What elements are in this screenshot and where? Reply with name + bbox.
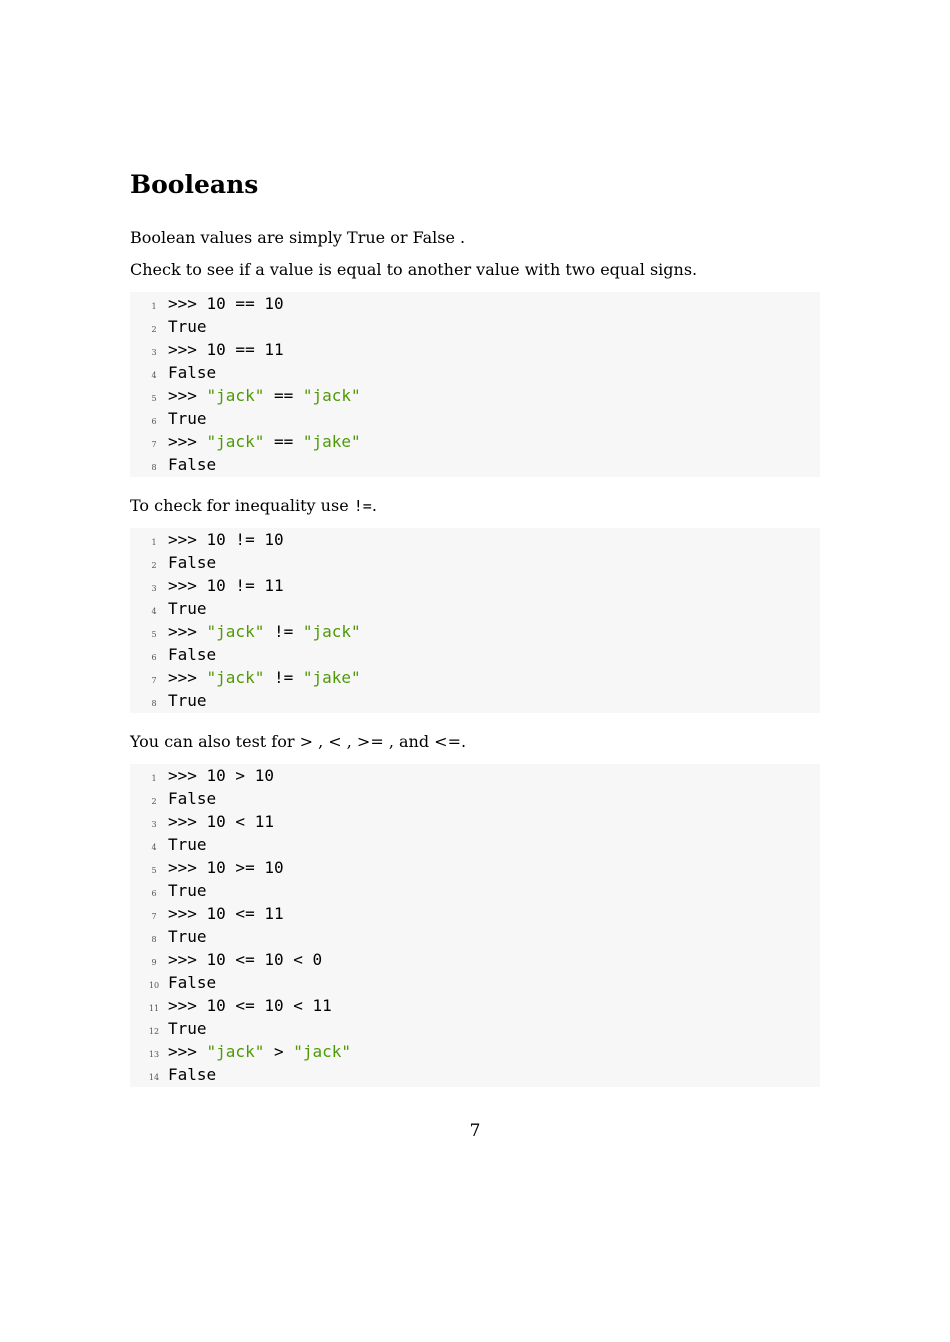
code-text — [168, 902, 284, 925]
line-number: 6 — [151, 889, 157, 898]
code-token: >>> — [168, 1042, 207, 1061]
line-number: 11 — [148, 1004, 160, 1013]
code-text — [168, 1040, 351, 1063]
code-token: != — [264, 622, 303, 641]
code-line — [130, 620, 820, 643]
code-text — [168, 810, 274, 833]
code-token: True — [168, 835, 207, 854]
code-line — [130, 453, 820, 476]
line-number: 4 — [151, 607, 157, 616]
code-token: >>> — [168, 386, 207, 405]
line-number: 6 — [151, 417, 157, 426]
code-text — [168, 597, 207, 620]
code-line — [130, 833, 820, 856]
code-token: False — [168, 455, 217, 474]
line-number: 4 — [151, 371, 157, 380]
code-text — [168, 1063, 216, 1086]
code-text — [168, 551, 216, 574]
line-number: 2 — [151, 325, 157, 334]
line-number: 4 — [151, 843, 157, 852]
code-token: == — [264, 386, 303, 405]
code-text — [168, 925, 207, 948]
code-line — [130, 971, 820, 994]
line-number: 7 — [151, 676, 157, 685]
line-number: 8 — [151, 699, 157, 708]
code-line — [130, 315, 820, 338]
code-line — [130, 338, 820, 361]
line-number: 1 — [151, 774, 157, 783]
code-token: >>> 10 > 10 — [168, 766, 274, 785]
code-text — [168, 764, 274, 787]
code-block-comparison — [130, 764, 820, 1087]
code-line — [130, 787, 820, 810]
code-line — [130, 574, 820, 597]
code-line — [130, 407, 820, 430]
code-text — [168, 971, 216, 994]
line-number: 7 — [151, 440, 157, 449]
code-line — [130, 764, 820, 787]
code-token: True — [168, 409, 207, 428]
string-literal: "jack" — [206, 622, 265, 641]
code-text — [168, 833, 207, 856]
line-number: 3 — [151, 348, 157, 357]
code-token: True — [168, 599, 207, 618]
string-literal: "jack" — [302, 622, 361, 641]
code-line — [130, 689, 820, 712]
code-line — [130, 948, 820, 971]
line-number: 8 — [151, 935, 157, 944]
line-number: 3 — [151, 584, 157, 593]
page-title: Booleans — [130, 170, 259, 199]
code-token: >>> — [168, 432, 207, 451]
code-token: == — [264, 432, 303, 451]
code-text — [168, 689, 207, 712]
code-text — [168, 430, 361, 453]
code-token: True — [168, 1019, 207, 1038]
string-literal: "jack" — [206, 386, 265, 405]
code-line — [130, 879, 820, 902]
line-number: 5 — [151, 630, 157, 639]
code-token: False — [168, 789, 217, 808]
code-token: >>> 10 <= 10 < 11 — [168, 996, 332, 1015]
code-token: True — [168, 691, 207, 710]
code-text — [168, 787, 216, 810]
code-token: False — [168, 973, 217, 992]
code-token: >>> 10 != 10 — [168, 530, 284, 549]
code-line — [130, 925, 820, 948]
string-literal: "jack" — [302, 386, 361, 405]
code-line — [130, 551, 820, 574]
string-literal: "jack" — [206, 668, 265, 687]
code-text — [168, 407, 207, 430]
code-token: >>> — [168, 622, 207, 641]
code-token: False — [168, 645, 217, 664]
code-line — [130, 856, 820, 879]
line-number: 2 — [151, 797, 157, 806]
line-number: 5 — [151, 394, 157, 403]
inequality-period: . — [371, 496, 377, 515]
code-token: False — [168, 363, 217, 382]
line-number: 3 — [151, 820, 157, 829]
line-number: 8 — [151, 463, 157, 472]
code-text — [168, 315, 207, 338]
string-literal: "jake" — [302, 432, 361, 451]
line-number: 7 — [151, 912, 157, 921]
code-text — [168, 879, 207, 902]
line-number: 9 — [151, 958, 157, 967]
code-line — [130, 643, 820, 666]
code-text — [168, 338, 284, 361]
line-number: 5 — [151, 866, 157, 875]
string-literal: "jack" — [206, 1042, 265, 1061]
code-token: >>> 10 >= 10 — [168, 858, 284, 877]
code-token: >>> 10 == 11 — [168, 340, 284, 359]
code-text — [168, 528, 284, 551]
code-text — [168, 1017, 207, 1040]
line-number: 2 — [151, 561, 157, 570]
code-line — [130, 597, 820, 620]
code-line — [130, 994, 820, 1017]
code-token: != — [264, 668, 303, 687]
code-line — [130, 1040, 820, 1063]
code-text — [168, 948, 322, 971]
code-line — [130, 361, 820, 384]
code-token: >>> 10 == 10 — [168, 294, 284, 313]
line-number: 10 — [148, 981, 160, 990]
code-text — [168, 643, 216, 666]
code-line — [130, 528, 820, 551]
comparison-paragraph: You can also test for > , < , >= , and <=. — [130, 732, 467, 751]
code-line — [130, 292, 820, 315]
inequality-operator: != — [353, 497, 372, 515]
line-number: 1 — [151, 538, 157, 547]
code-token: >>> 10 != 11 — [168, 576, 284, 595]
code-token: True — [168, 317, 207, 336]
code-line — [130, 430, 820, 453]
code-line — [130, 384, 820, 407]
line-number: 13 — [148, 1050, 160, 1059]
line-number: 6 — [151, 653, 157, 662]
code-text — [168, 856, 284, 879]
code-token: False — [168, 1065, 217, 1084]
code-text — [168, 384, 361, 407]
code-text — [168, 994, 332, 1017]
string-literal: "jack" — [293, 1042, 352, 1061]
code-token: >>> 10 < 11 — [168, 812, 274, 831]
code-token: >>> — [168, 668, 207, 687]
code-line — [130, 1017, 820, 1040]
equality-paragraph: Check to see if a value is equal to another value with two equal signs. — [130, 260, 698, 279]
line-number: 12 — [148, 1027, 160, 1036]
code-text — [168, 292, 284, 315]
code-block-inequality — [130, 528, 820, 713]
code-text — [168, 361, 216, 384]
code-text — [168, 666, 361, 689]
code-token: True — [168, 927, 207, 946]
line-number: 1 — [151, 302, 157, 311]
code-line — [130, 810, 820, 833]
code-line — [130, 902, 820, 925]
string-literal: "jake" — [302, 668, 361, 687]
line-number: 14 — [148, 1073, 160, 1082]
string-literal: "jack" — [206, 432, 265, 451]
code-token: False — [168, 553, 217, 572]
code-text — [168, 453, 216, 476]
inequality-paragraph — [130, 495, 377, 517]
code-token: >>> 10 <= 10 < 0 — [168, 950, 323, 969]
code-line — [130, 1063, 820, 1086]
code-text — [168, 574, 284, 597]
intro-paragraph: Boolean values are simply True or False . — [130, 228, 466, 247]
code-token: True — [168, 881, 207, 900]
code-token: > — [264, 1042, 294, 1061]
inequality-text: To check for inequality use — [130, 496, 354, 515]
code-token: >>> 10 <= 11 — [168, 904, 284, 923]
code-line — [130, 666, 820, 689]
code-text — [168, 620, 361, 643]
code-block-equality — [130, 292, 820, 477]
page-number: 7 — [469, 1121, 481, 1141]
